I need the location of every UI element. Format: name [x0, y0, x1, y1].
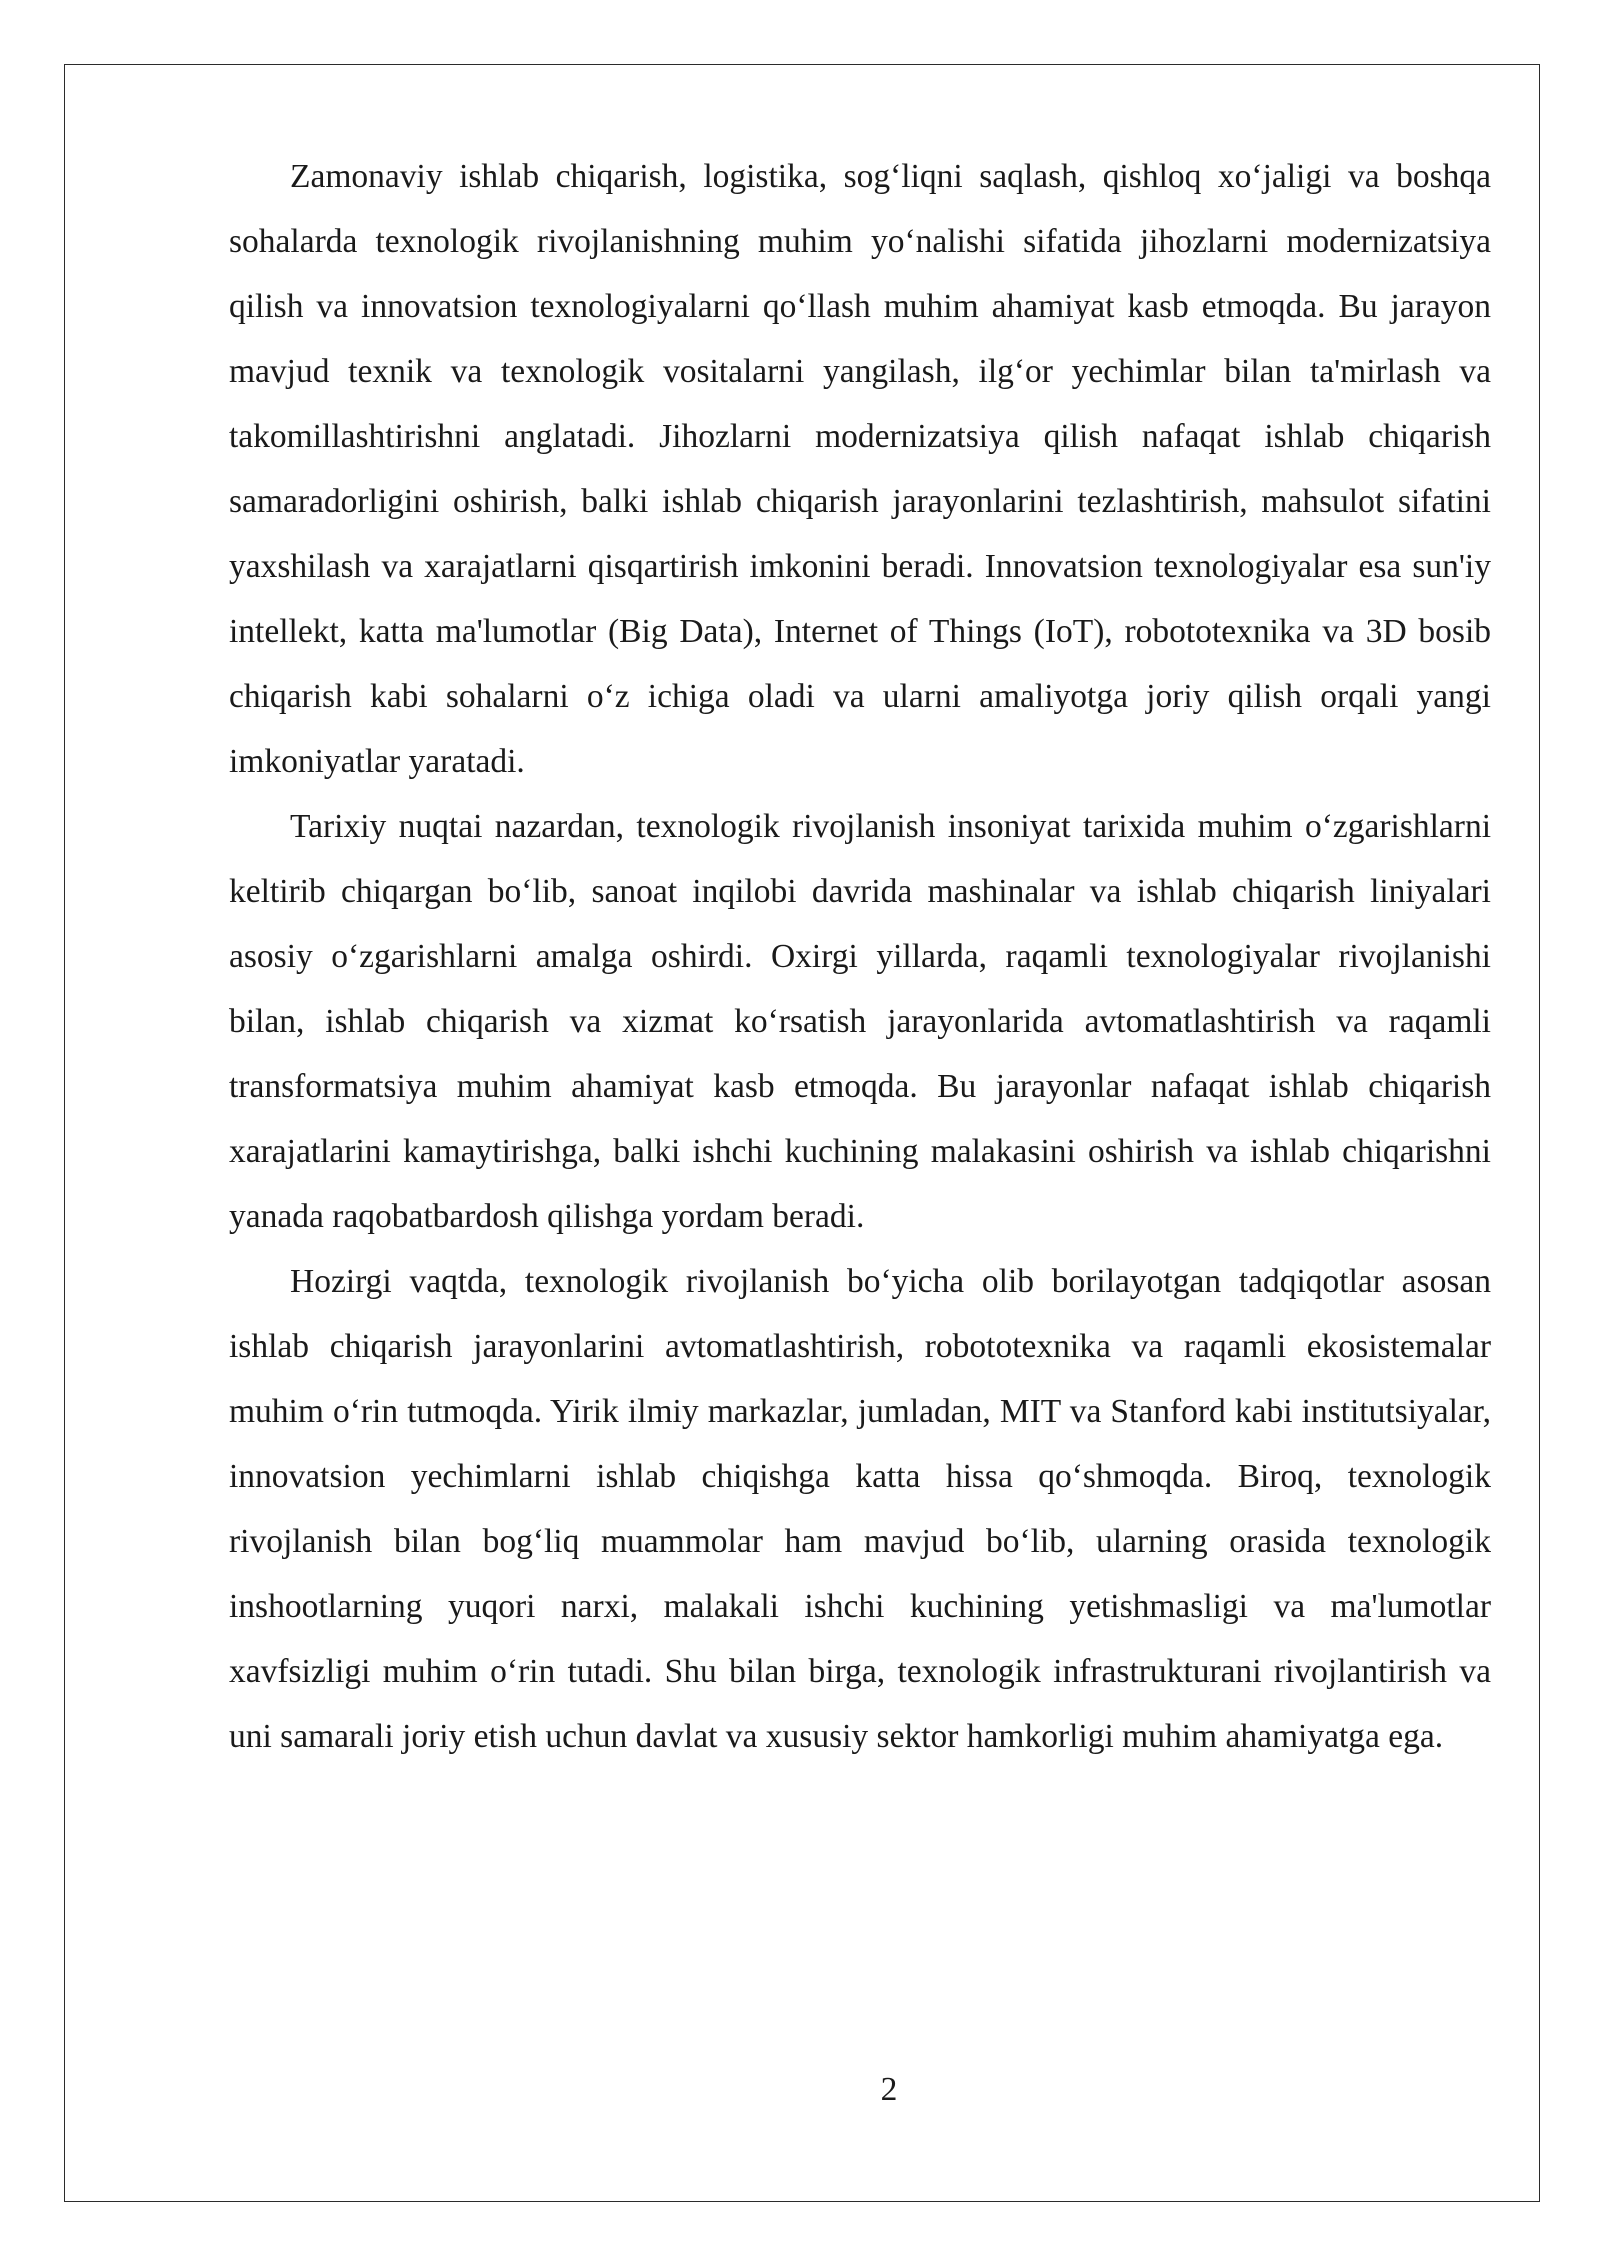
page-number: 2 [880, 2071, 898, 2108]
document-body [229, 144, 1491, 1769]
paragraph-1: Zamonaviy ishlab chiqarish, logistika, sog‘liqni saqlash, qishloq xo‘jaligi va boshqa sohalarda texnologik rivojlanishning muhim yo‘nalishi sifatida jihozlarni modernizatsiya qilish va innovatsion texnologiyalarni qo‘llash muhim ahamiyat kasb etmoqda. Bu jarayon mavjud texnik va texnologik vositalarni yangilash, ilg‘or yechimlar bilan ta'mirlash va takomillashtirishni anglatadi. Jihozlarni modernizatsiya qilish nafaqat ishlab chiqarish samaradorligini oshirish, balki ishlab chiqarish jarayonlarini tezlashtirish, mahsulot sifatini yaxshilash va xarajatlarni qisqartirish imkonini beradi. Innovatsion texnologiyalar esa sun'iy intellekt, katta ma'lumotlar (Big Data), Internet of Things (IoT), robototexnika va 3D bosib chiqarish kabi sohalarni o‘z ichiga oladi va ularni amaliyotga joriy qilish orqali yangi imkoniyatlar yaratadi. [229, 158, 1491, 780]
paragraph-3: Hozirgi vaqtda, texnologik rivojlanish bo‘yicha olib borilayotgan tadqiqotlar asosan ishlab chiqarish jarayonlarini avtomatlashtirish, robototexnika va raqamli ekosistemalar muhim o‘rin tutmoqda. Yirik ilmiy markazlar, jumladan, MIT va Stanford kabi institutsiyalar, innovatsion yechimlarni ishlab chiqishga katta hissa qo‘shmoqda. Biroq, texnologik rivojlanish bilan bog‘liq muammolar ham mavjud bo‘lib, ularning orasida texnologik inshootlarning yuqori narxi, malakali ishchi kuchining yetishmasligi va ma'lumotlar xavfsizligi muhim o‘rin tutadi. Shu bilan birga, texnologik infrastrukturani rivojlantirish va uni samarali joriy etish uchun davlat va xususiy sektor hamkorligi muhim ahamiyatga ega. [229, 1263, 1491, 1755]
paragraph-2: Tarixiy nuqtai nazardan, texnologik rivojlanish insoniyat tarixida muhim o‘zgarishlarni keltirib chiqargan bo‘lib, sanoat inqilobi davrida mashinalar va ishlab chiqarish liniyalari asosiy o‘zgarishlarni amalga oshirdi. Oxirgi yillarda, raqamli texnologiyalar rivojlanishi bilan, ishlab chiqarish va xizmat ko‘rsatish jarayonlarida avtomatlashtirish va raqamli transformatsiya muhim ahamiyat kasb etmoqda. Bu jarayonlar nafaqat ishlab chiqarish xarajatlarini kamaytirishga, balki ishchi kuchining malakasini oshirish va ishlab chiqarishni yanada raqobatbardosh qilishga yordam beradi. [229, 808, 1491, 1235]
